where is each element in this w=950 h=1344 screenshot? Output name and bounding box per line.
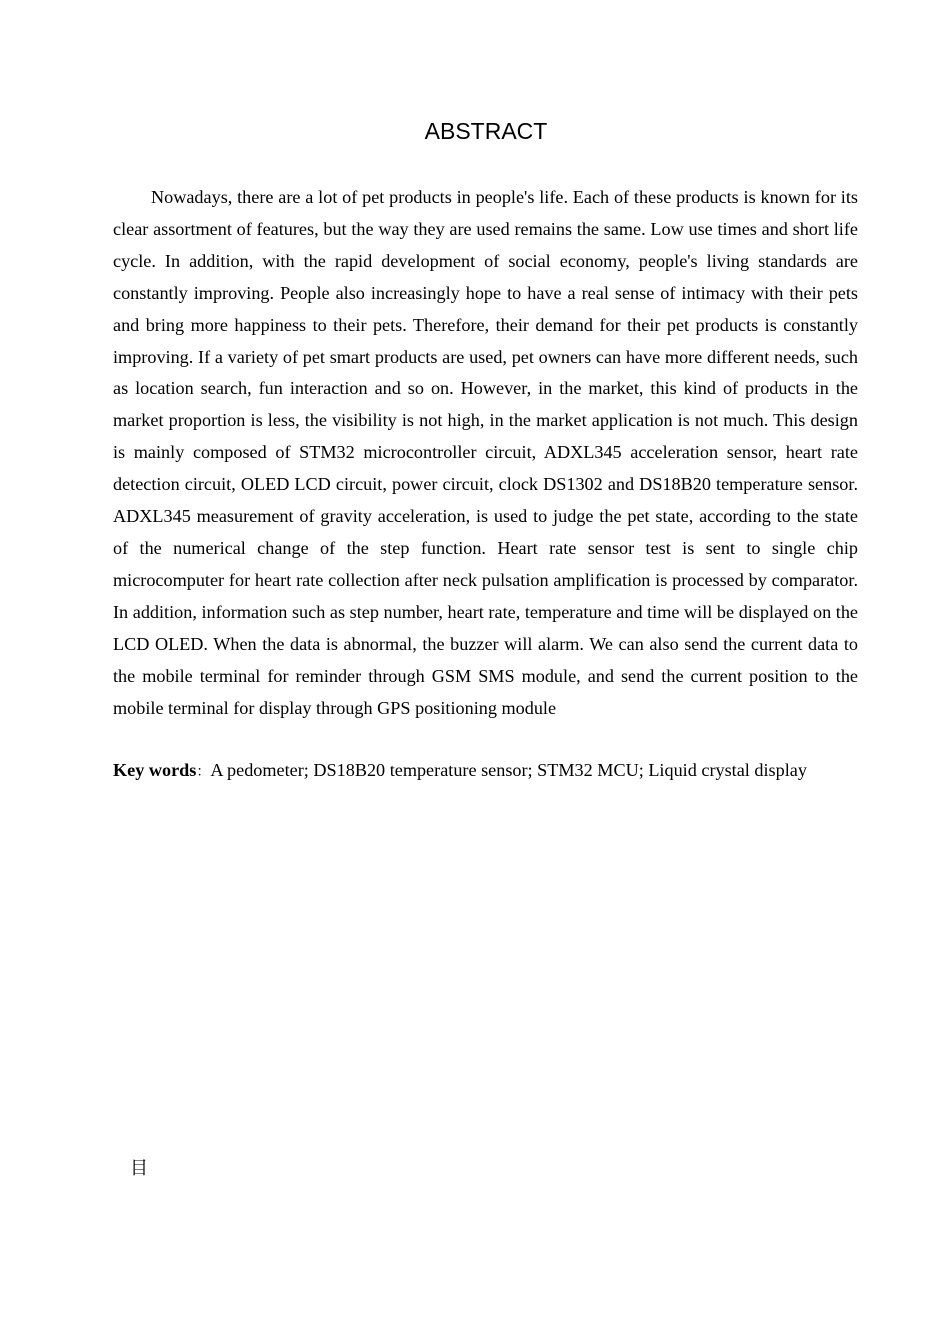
keywords-line [113, 755, 873, 789]
abstract-paragraph: Nowadays, there are a lot of pet products in people's life. Each of these products is known for its clear assortment of features, but the way they are used remains the same. Low use times and short life cycle. In addition, with the rapid development of social economy, people's living standards are constantly improving. People also increasingly hope to have a real sense of intimacy with their pets and bring more happiness to their pets. Therefore, their demand for their pet products is constantly improving. If a variety of pet smart products are used, pet owners can have more different needs, such as location search, fun interaction and so on. However, in the market, this kind of products in the market proportion is less, the visibility is not high, in the market application is not much. This design is mainly composed of STM32 microcontroller circuit, ADXL345 acceleration sensor, heart rate detection circuit, OLED LCD circuit, power circuit, clock DS1302 and DS18B20 temperature sensor. ADXL345 measurement of gravity acceleration, is used to judge the pet state, according to the state of the numerical change of the step function. Heart rate sensor test is sent to single chip microcomputer for heart rate collection after neck pulsation amplification is processed by comparator. In addition, information such as step number, heart rate, temperature and time will be displayed on the LCD OLED. When the data is abnormal, the buzzer will alarm. We can also send the current data to the mobile terminal for reminder through GSM SMS module, and send the current position to the mobile terminal for display through GPS positioning module [113, 187, 858, 718]
keywords-label: Key words [113, 760, 197, 780]
keywords-separator: ： [196, 764, 211, 780]
keywords-value: A pedometer; DS18B20 temperature sensor; STM32 MCU; Liquid crystal display [210, 760, 807, 780]
toc-heading-fragment: 目 [130, 1158, 148, 1179]
abstract-title: ABSTRACT [424, 118, 548, 144]
